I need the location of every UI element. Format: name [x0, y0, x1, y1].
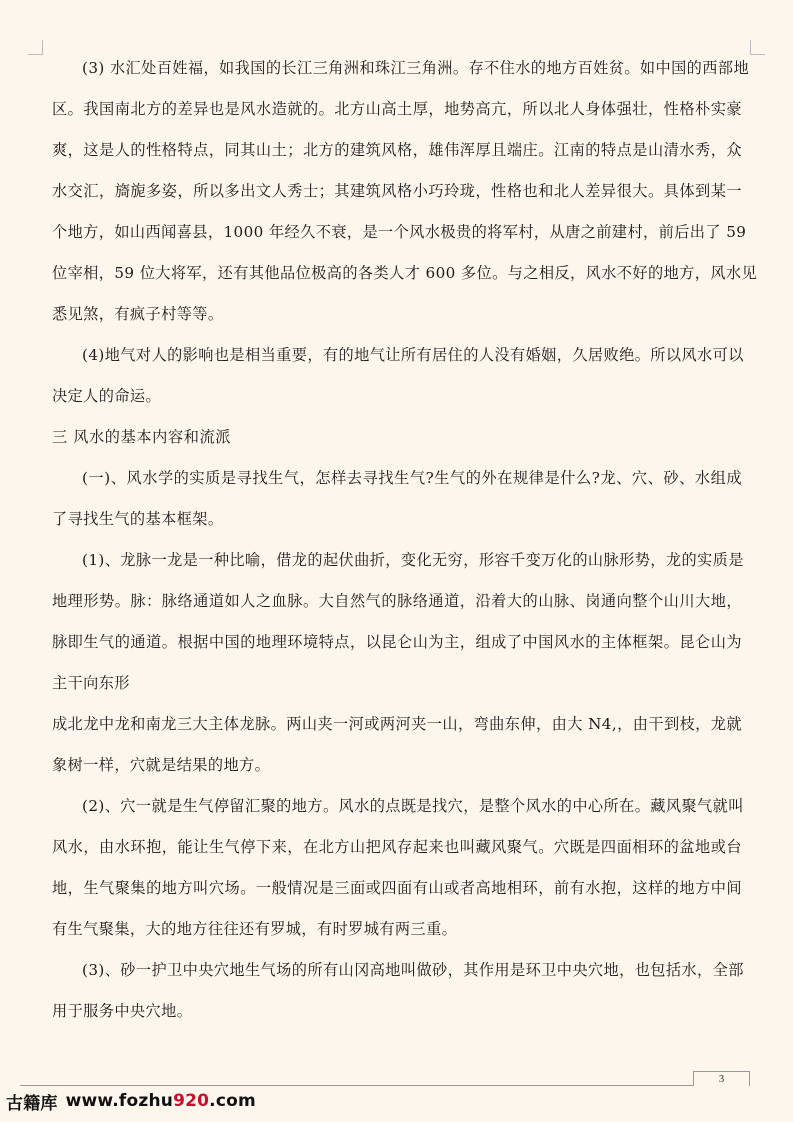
section-heading: 三 风水的基本内容和流派 [52, 428, 232, 446]
paragraph-line: 悉见煞，有疯子村等等。 [52, 305, 224, 323]
paragraph-line: 风水，由水环抱，能让生气停下来，在北方山把风存起来也叫藏风聚气。穴既是四面相环的盆地或台 [52, 838, 742, 856]
paragraph-line: 了寻找生气的基本框架。 [52, 510, 224, 528]
paragraph-line: 用于服务中央穴地。 [52, 1002, 193, 1020]
watermark-name: 古籍库 [6, 1093, 58, 1114]
watermark-site-suffix: .com [209, 1091, 256, 1111]
crop-mark-top-left [28, 40, 43, 55]
footer-rule [20, 1085, 693, 1086]
paragraph-line: 个地方，如山西闻喜县，1000 年经久不衰，是一个风水极贵的将军村，从唐之前建村，前后出了 59 [52, 223, 747, 241]
watermark-site-prefix: www.fozhu [65, 1091, 174, 1111]
site-watermark [6, 1089, 256, 1113]
crop-mark-top-right [750, 40, 765, 55]
paragraph-line: (4)地气对人的影响也是相当重要，有的地气让所有居住的人没有婚姻，久居败绝。所以风水可以 [82, 346, 744, 364]
paragraph-line: 地，生气聚集的地方叫穴场。一般情况是三面或四面有山或者高地相环，前有水抱，这样的地方中间 [52, 879, 742, 897]
paragraph-line: (3)、砂一护卫中央穴地生气场的所有山冈高地叫做砂，其作用是环卫中央穴地，也包括水，全部 [82, 961, 744, 979]
paragraph-line: 位宰相，59 位大将军，还有其他品位极高的各类人才 600 多位。与之相反，风水不好的地方，风水见 [52, 264, 758, 282]
paragraph-line: 区。我国南北方的差异也是风水造就的。北方山高土厚，地势高亢，所以北人身体强壮，性格朴实豪 [52, 100, 742, 118]
paragraph-line: 爽，这是人的性格特点，同其山土；北方的建筑风格，雄伟浑厚且端庄。江南的特点是山清水秀，众 [52, 141, 742, 159]
paragraph-line: 象树一样，穴就是结果的地方。 [52, 756, 271, 774]
watermark-site-number: 920 [173, 1091, 210, 1111]
paragraph-line: 主干向东形 [52, 674, 130, 692]
paragraph-line: 脉即生气的通道。根据中国的地理环境特点，以昆仑山为主，组成了中国风水的主体框架。昆仑山为 [52, 633, 742, 651]
paragraph-line: 有生气聚集，大的地方往往还有罗城，有时罗城有两三重。 [52, 920, 458, 938]
paragraph-line: (1)、龙脉一龙是一种比喻，借龙的起伏曲折，变化无穷，形容千变万化的山脉形势，龙的实质是 [82, 551, 744, 569]
watermark-site [66, 1091, 256, 1111]
paragraph-line: (一)、风水学的实质是寻找生气，怎样去寻找生气?生气的外在规律是什么?龙、穴、砂、水组成 [82, 469, 742, 487]
paragraph-line: (2)、穴一就是生气停留汇聚的地方。风水的点既是找穴，是整个风水的中心所在。藏风聚气就叫 [82, 797, 744, 815]
paragraph-line: 地理形势。脉：脉络通道如人之血脉。大自然气的脉络通道，沿着大的山脉、岗通向整个山川大地， [52, 592, 742, 610]
document-body [52, 56, 758, 1040]
paragraph-line: 决定人的命运。 [52, 387, 162, 405]
paragraph-line: (3) 水汇处百姓福，如我国的长江三角洲和珠江三角洲。存不住水的地方百姓贫。如中国的西部地 [82, 59, 750, 77]
page-number: 3 [693, 1071, 750, 1086]
paragraph-line: 成北龙中龙和南龙三大主体龙脉。两山夹一河或两河夹一山，弯曲东伸，由大 N4,，由干到枝，龙就 [52, 715, 742, 733]
paragraph-line: 水交汇，旖旎多姿，所以多出文人秀士；其建筑风格小巧玲珑，性格也和北人差异很大。具体到某一 [52, 182, 742, 200]
